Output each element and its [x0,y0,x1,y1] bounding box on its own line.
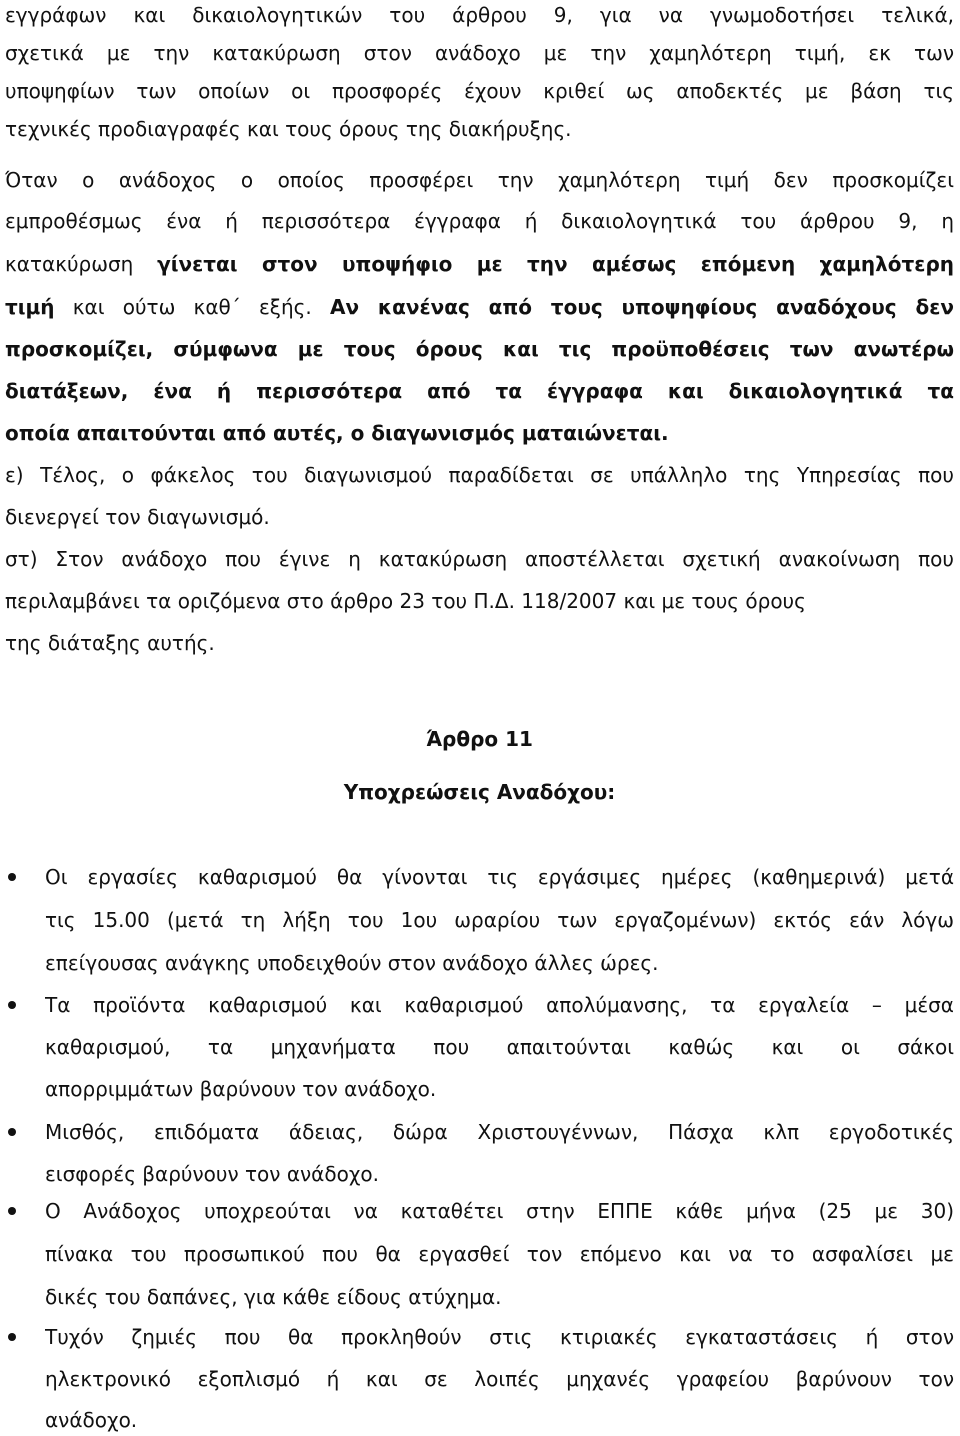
paragraph-line: εμπροθέσμως ένα ή περισσότερα έγγραφα ή δικαιολογητικά του άρθρου 9, η [5,209,954,233]
bullet-line: τις 15.00 (μετά τη λήξη του 1ου ωραρίου των εργαζομένων) εκτός εάν λόγω [45,908,954,932]
paragraph-line: της διάταξης αυτής. [5,631,215,655]
paragraph-line: οποία απαιτούνται από αυτές, ο διαγωνισμός ματαιώνεται. [5,421,669,445]
paragraph-line: Όταν ο ανάδοχος ο οποίος προσφέρει την χαμηλότερη τιμή δεν προσκομίζει [5,168,954,192]
bullet-line: πίνακα του προσωπικού που θα εργασθεί τον επόμενο και να το ασφαλίσει με [45,1242,954,1266]
paragraph-line: διατάξεων, ένα ή περισσότερα από τα έγγραφα και δικαιολογητικά τα [5,379,954,403]
bold-text: Αν κανένας από τους υποψηφίους αναδόχους δεν [329,295,954,319]
bullet-line: δικές του δαπάνες, για κάθε είδους ατύχημα. [45,1285,502,1309]
article-title: Άρθρο 11 [426,727,533,751]
bullet-line: Μισθός, επιδόματα άδειας, δώρα Χριστουγέννων, Πάσχα κλπ εργοδοτικές [45,1120,954,1144]
bullet-line: απορριμμάτων βαρύνουν τον ανάδοχο. [45,1077,437,1101]
paragraph-line: προσκομίζει, σύμφωνα με τους όρους και τις προϋποθέσεις των ανωτέρω [5,337,954,361]
bullet-line: Οι εργασίες καθαρισμού θα γίνονται τις εργάσιμες ημέρες (καθημερινά) μετά [45,865,954,889]
bullet-line: εισφορές βαρύνουν τον ανάδοχο. [45,1162,379,1186]
bold-text: τιμή [5,295,55,319]
paragraph-line-mixed [5,292,954,322]
normal-text: και ούτω καθ΄ εξής. [54,295,330,319]
paragraph-line: υποψηφίων των οποίων οι προσφορές έχουν κριθεί ως αποδεκτές με βάση τις [5,79,954,103]
paragraph-line-mixed [5,249,954,279]
paragraph-line: περιλαμβάνει τα οριζόμενα στο άρθρο 23 του Π.Δ. 118/2007 και με τους όρους [5,589,806,613]
bullet-line: ανάδοχο. [45,1408,138,1432]
bold-text: γίνεται στον υποψήφιο με την αμέσως επόμενη χαμηλότερη [157,252,954,276]
paragraph-line: σχετικά με την κατακύρωση στον ανάδοχο με την χαμηλότερη τιμή, εκ των [5,41,954,65]
bullet-icon [5,862,19,892]
bullet-line: ηλεκτρονικό εξοπλισμό ή και σε λοιπές μηχανές γραφείου βαρύνουν τον [45,1367,954,1391]
bullet-line: καθαρισμού, τα μηχανήματα που απαιτούνται καθώς και οι σάκοι [45,1035,954,1059]
bullet-icon [5,1196,19,1226]
bullet-line: Τα προϊόντα καθαρισμού και καθαρισμού απολύμανσης, τα εργαλεία – μέσα [45,993,954,1017]
paragraph-line: ε) Τέλος, ο φάκελος του διαγωνισμού παραδίδεται σε υπάλληλο της Υπηρεσίας που [5,463,954,487]
bullet-line: Ο Ανάδοχος υποχρεούται να καταθέτει στην ΕΠΠΕ κάθε μήνα (25 με 30) [45,1199,954,1223]
paragraph-line: εγγράφων και δικαιολογητικών του άρθρου 9, για να γνωμοδοτήσει τελικά, [5,3,954,27]
bullet-icon [5,990,19,1020]
paragraph-line: στ) Στον ανάδοχο που έγινε η κατακύρωση αποστέλλεται σχετική ανακοίνωση που [5,547,954,571]
bullet-icon [5,1322,19,1352]
bullet-line: επείγουσας ανάγκης υποδειχθούν στον ανάδοχο άλλες ώρες. [45,951,659,975]
bullet-icon [5,1117,19,1147]
bullet-line: Τυχόν ζημιές που θα προκληθούν στις κτιριακές εγκαταστάσεις ή στον [45,1325,954,1349]
article-subtitle: Υποχρεώσεις Αναδόχου: [343,780,616,804]
normal-text: κατακύρωση [5,252,158,276]
paragraph-line: διενεργεί τον διαγωνισμό. [5,505,270,529]
paragraph-line: τεχνικές προδιαγραφές και τους όρους της διακήρυξης. [5,117,572,141]
